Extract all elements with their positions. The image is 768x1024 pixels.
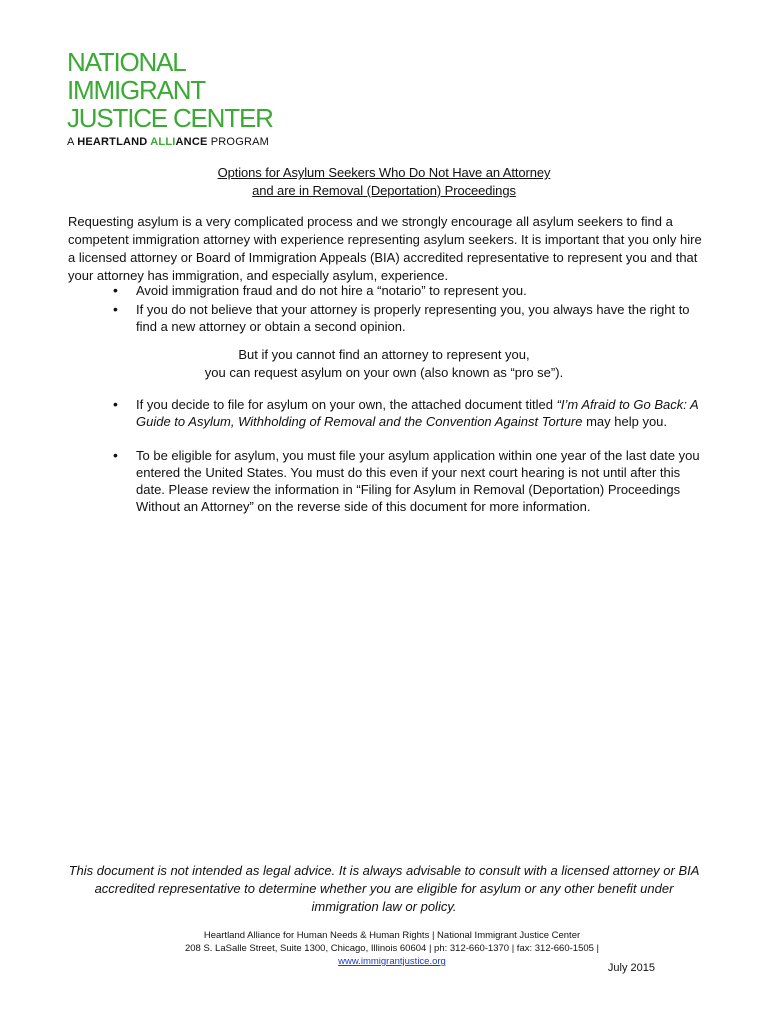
pro-se-list [110,396,710,532]
list-item: • Avoid immigration fraud and do not hire a “notario” to represent you. [110,282,710,299]
emphasis-line-2: you can request asylum on your own (also known as “pro se”). [204,365,564,380]
title-line-1: Options for Asylum Seekers Who Do Not Have an Attorney [217,165,551,180]
guide-text-post: may help you. [582,414,668,429]
logo-tagline-prefix: A [67,136,78,148]
list-item: • If you do not believe that your attorney is properly representing you, you always have the right to find a new attorney or obtain a second opinion. [110,301,710,335]
guide-title: “I’m Afraid to Go Back: A Guide to Asylum, Withholding of Removal and the Convention Against Torture [136,397,699,429]
legal-disclaimer: This document is not intended as legal advice. It is always advisable to consult with a licensed attorney or BIA accredited representative to determine whether you are eligible for asylum or any other benefit under immigration law or policy. [68,863,700,914]
logo-line-justice-center: JUSTICE CENTER [67,103,273,133]
logo-tagline-alli: ALLI [150,136,176,148]
list-item [110,396,710,430]
attorney-tips-list [110,282,710,337]
title-line-2: and are in Removal (Deportation) Proceedings [252,183,516,198]
guide-text-pre: If you decide to file for asylum on your own, the attached document titled [136,397,557,412]
logo-tagline [67,136,327,148]
logo-line-national: NATIONAL [67,47,186,77]
pro-se-emphasis [0,346,768,382]
document-date: July 2015 [607,962,655,974]
logo-tagline-ance: ANCE [175,136,208,148]
footer-org-line: Heartland Alliance for Human Needs & Human Rights | National Immigrant Justice Center [203,930,581,941]
footer-address: 208 S. LaSalle Street, Suite 1300, Chicago, Illinois 60604 | ph: 312-660-1370 | fax: 312-660-1505 | [184,943,600,954]
list-item: • To be eligible for asylum, you must file your asylum application within one year of the last date you entered the United States. You must do this even if your next court hearing is not until after this date. Please review the information in “Filing for Asylum in Removal (Deportation) Proceedings Without an Attorney” on the reverse side of this document for more information. [110,447,710,515]
logo-line-immigrant: IMMIGRANT [67,75,205,105]
emphasis-line-1: But if you cannot find an attorney to represent you, [238,347,530,362]
document-title [0,164,768,200]
intro-paragraph: Requesting asylum is a very complicated process and we strongly encourage all asylum seekers to find a competent immigration attorney with experience representing asylum seekers. It is important that you only hire a licensed attorney or Board of Immigration Appeals (BIA) accredited representative to represent you and that your attorney has immigration, and especially asylum, experience. [68,214,702,283]
logo-tagline-heartland: HEARTLAND [77,136,151,148]
nijc-logo [67,48,327,148]
website-link[interactable]: www.immigrantjustice.org [338,956,446,967]
logo-tagline-program: PROGRAM [207,136,269,148]
